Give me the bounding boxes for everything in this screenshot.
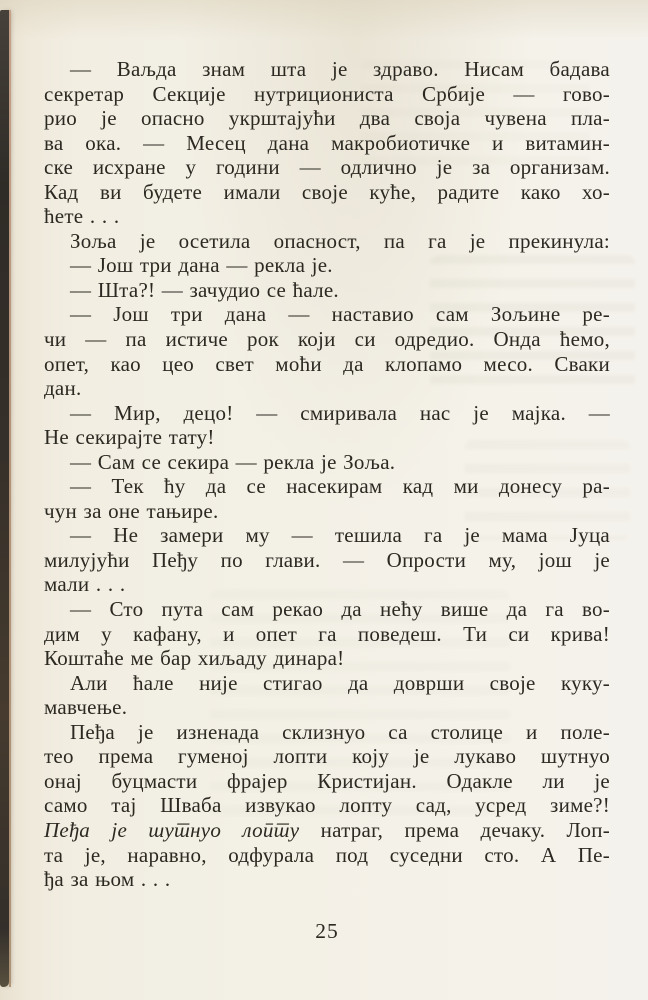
text-line: Зоља је осетила опасност, па га је прекинула: [70,228,610,253]
text-line: — Сам се секира — рекла је Зоља. [70,449,396,474]
text-line: Али ћале није стигао да доврши своје куку- [70,670,610,695]
text-line: Кад ви будете имали своје куће, радите како хо- [44,179,610,204]
text-line: Пеђа је изненада склизнуо са столице и поле- [70,719,610,744]
text-line: ћете . . . [44,204,120,229]
text-line: Пеђа је шутнуо лопту натраг, према дечаку. Лоп- [44,817,610,842]
text-line: дан. [44,376,82,401]
text-line: само тај Шваба извукао лопту сад, усред зиме?! [44,793,610,818]
text-line: Не секирајте тату! [44,425,215,450]
text-line: — Шта?! — зачудио се ћале. [70,277,339,302]
text-line: чи — па истиче рок који си одредио. Онда ћемо, [44,327,610,352]
text-line: чун за оне тањире. [44,498,219,523]
text-line: секретар Секције нутрициониста Србије — гово- [44,81,610,106]
text-line: тео према гуменој лопти коју је лукаво шутнуо [44,744,610,769]
text-line: та је, наравно, одфурала под суседни сто. А Пе- [44,842,610,867]
text-line: милујући Пеђу по глави. — Опрости му, још је [44,547,610,572]
text-line: Коштаће ме бар хиљаду динара! [44,646,345,671]
text-line: — Тек ћу да се насекирам кад ми донесу ра- [70,474,610,499]
text-line: — Сто пута сам рекао да нећу више да га во- [70,597,610,622]
text-line: ва ока. — Месец дана макробиотичке и витамин- [44,130,610,155]
text-line: мали . . . [44,572,126,597]
page-text [44,57,610,892]
text-line: — Мир, децо! — смиривала нас је мајка. — [70,400,610,425]
page-spine-edge [0,10,9,987]
text-line: рио је опасно укрштајући два своја чувена пла- [44,106,610,131]
text-line: дим у кафану, и опет га поведеш. Ти си крива! [44,621,610,646]
text-line: опет, као цео свет моћи да клопамо месо. Сваки [44,351,610,376]
text-line: — Ваљда знам шта је здраво. Нисам бадава [70,57,610,81]
page-number: 25 [315,919,339,943]
text-line: — Још три дана — рекла је. [70,253,333,278]
text-line: ђа за њом . . . [44,867,171,892]
text-line: — Не замери му — тешила га је мама Јуца [70,523,610,548]
text-line: онај буцмасти фрајер Кристијан. Одакле ли је [44,768,610,793]
text-line: ске исхране у години — одлично је за организам. [44,155,610,180]
text-line: мавчење. [44,695,128,720]
text-line: — Још три дана — наставио сам Зољине ре- [70,302,610,327]
